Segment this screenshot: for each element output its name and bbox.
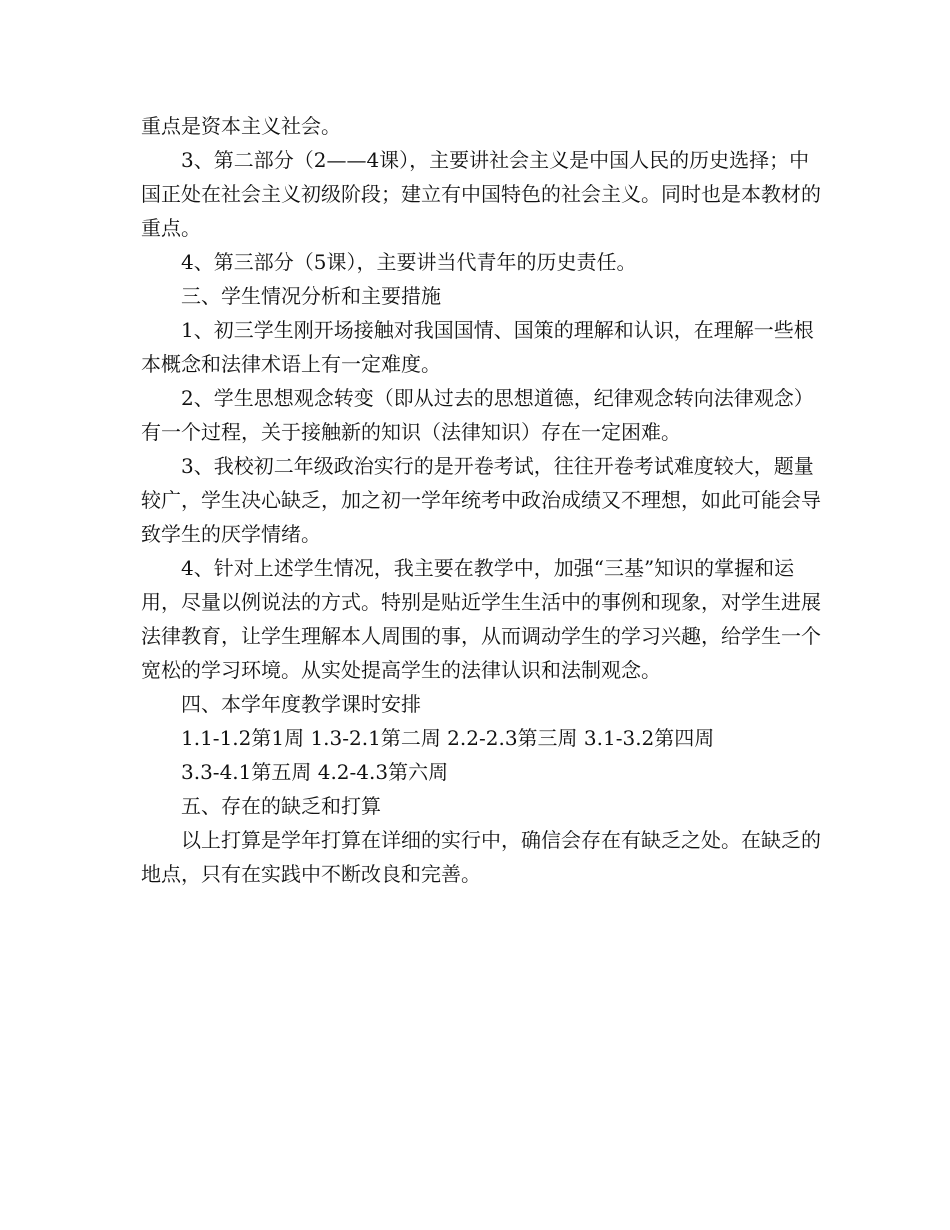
paragraph-part-three: 4、第三部分（5课），主要讲当代青年的历史责任。 <box>181 250 637 274</box>
paragraph-analysis-1: 1、初三学生刚开场接触对我国国情、国策的理解和认识，在理解一些根本概念和法律术语上有一定难度。 <box>141 318 814 376</box>
paragraph-analysis-4: 4、针对上述学生情况，我主要在教学中，加强“三基”知识的掌握和运用，尽量以例说法的方式。特别是贴近学生生活中的事例和现象，对学生进展法律教育，让学生理解本人周围的事，从而调动学生的学习兴趣，给学生一个宽松的学习环境。从实处提高学生的法律认识和法制观念。 <box>141 556 821 682</box>
paragraph-part-two: 3、第二部分（2——4课），主要讲社会主义是中国人民的历史选择；中国正处在社会主义初级阶段；建立有中国特色的社会主义。同时也是本教材的重点。 <box>141 148 821 240</box>
section-heading-shortcomings: 五、存在的缺乏和打算 <box>181 794 381 818</box>
paragraph-continuation: 重点是资本主义社会。 <box>141 114 341 138</box>
schedule-line-2: 3.3-4.1第五周 4.2-4.3第六周 <box>181 760 449 784</box>
schedule-line-1: 1.1-1.2第1周 1.3-2.1第二周 2.2-2.3第三周 3.1-3.2第四周 <box>181 726 715 750</box>
paragraph-analysis-2: 2、学生思想观念转变（即从过去的思想道德，纪律观念转向法律观念）有一个过程，关于接触新的知识（法律知识）存在一定困难。 <box>141 386 814 444</box>
paragraph-analysis-3: 3、我校初二年级政治实行的是开卷考试，往往开卷考试难度较大，题量较广，学生决心缺乏，加之初一学年统考中政治成绩又不理想，如此可能会导致学生的厌学情绪。 <box>141 454 821 546</box>
document-body <box>141 109 821 891</box>
section-heading-student-analysis: 三、学生情况分析和主要措施 <box>181 284 441 308</box>
paragraph-conclusion: 以上打算是学年打算在详细的实行中，确信会存在有缺乏之处。在缺乏的地点，只有在实践中不断改良和完善。 <box>141 828 821 886</box>
section-heading-schedule: 四、本学年度教学课时安排 <box>181 692 421 716</box>
